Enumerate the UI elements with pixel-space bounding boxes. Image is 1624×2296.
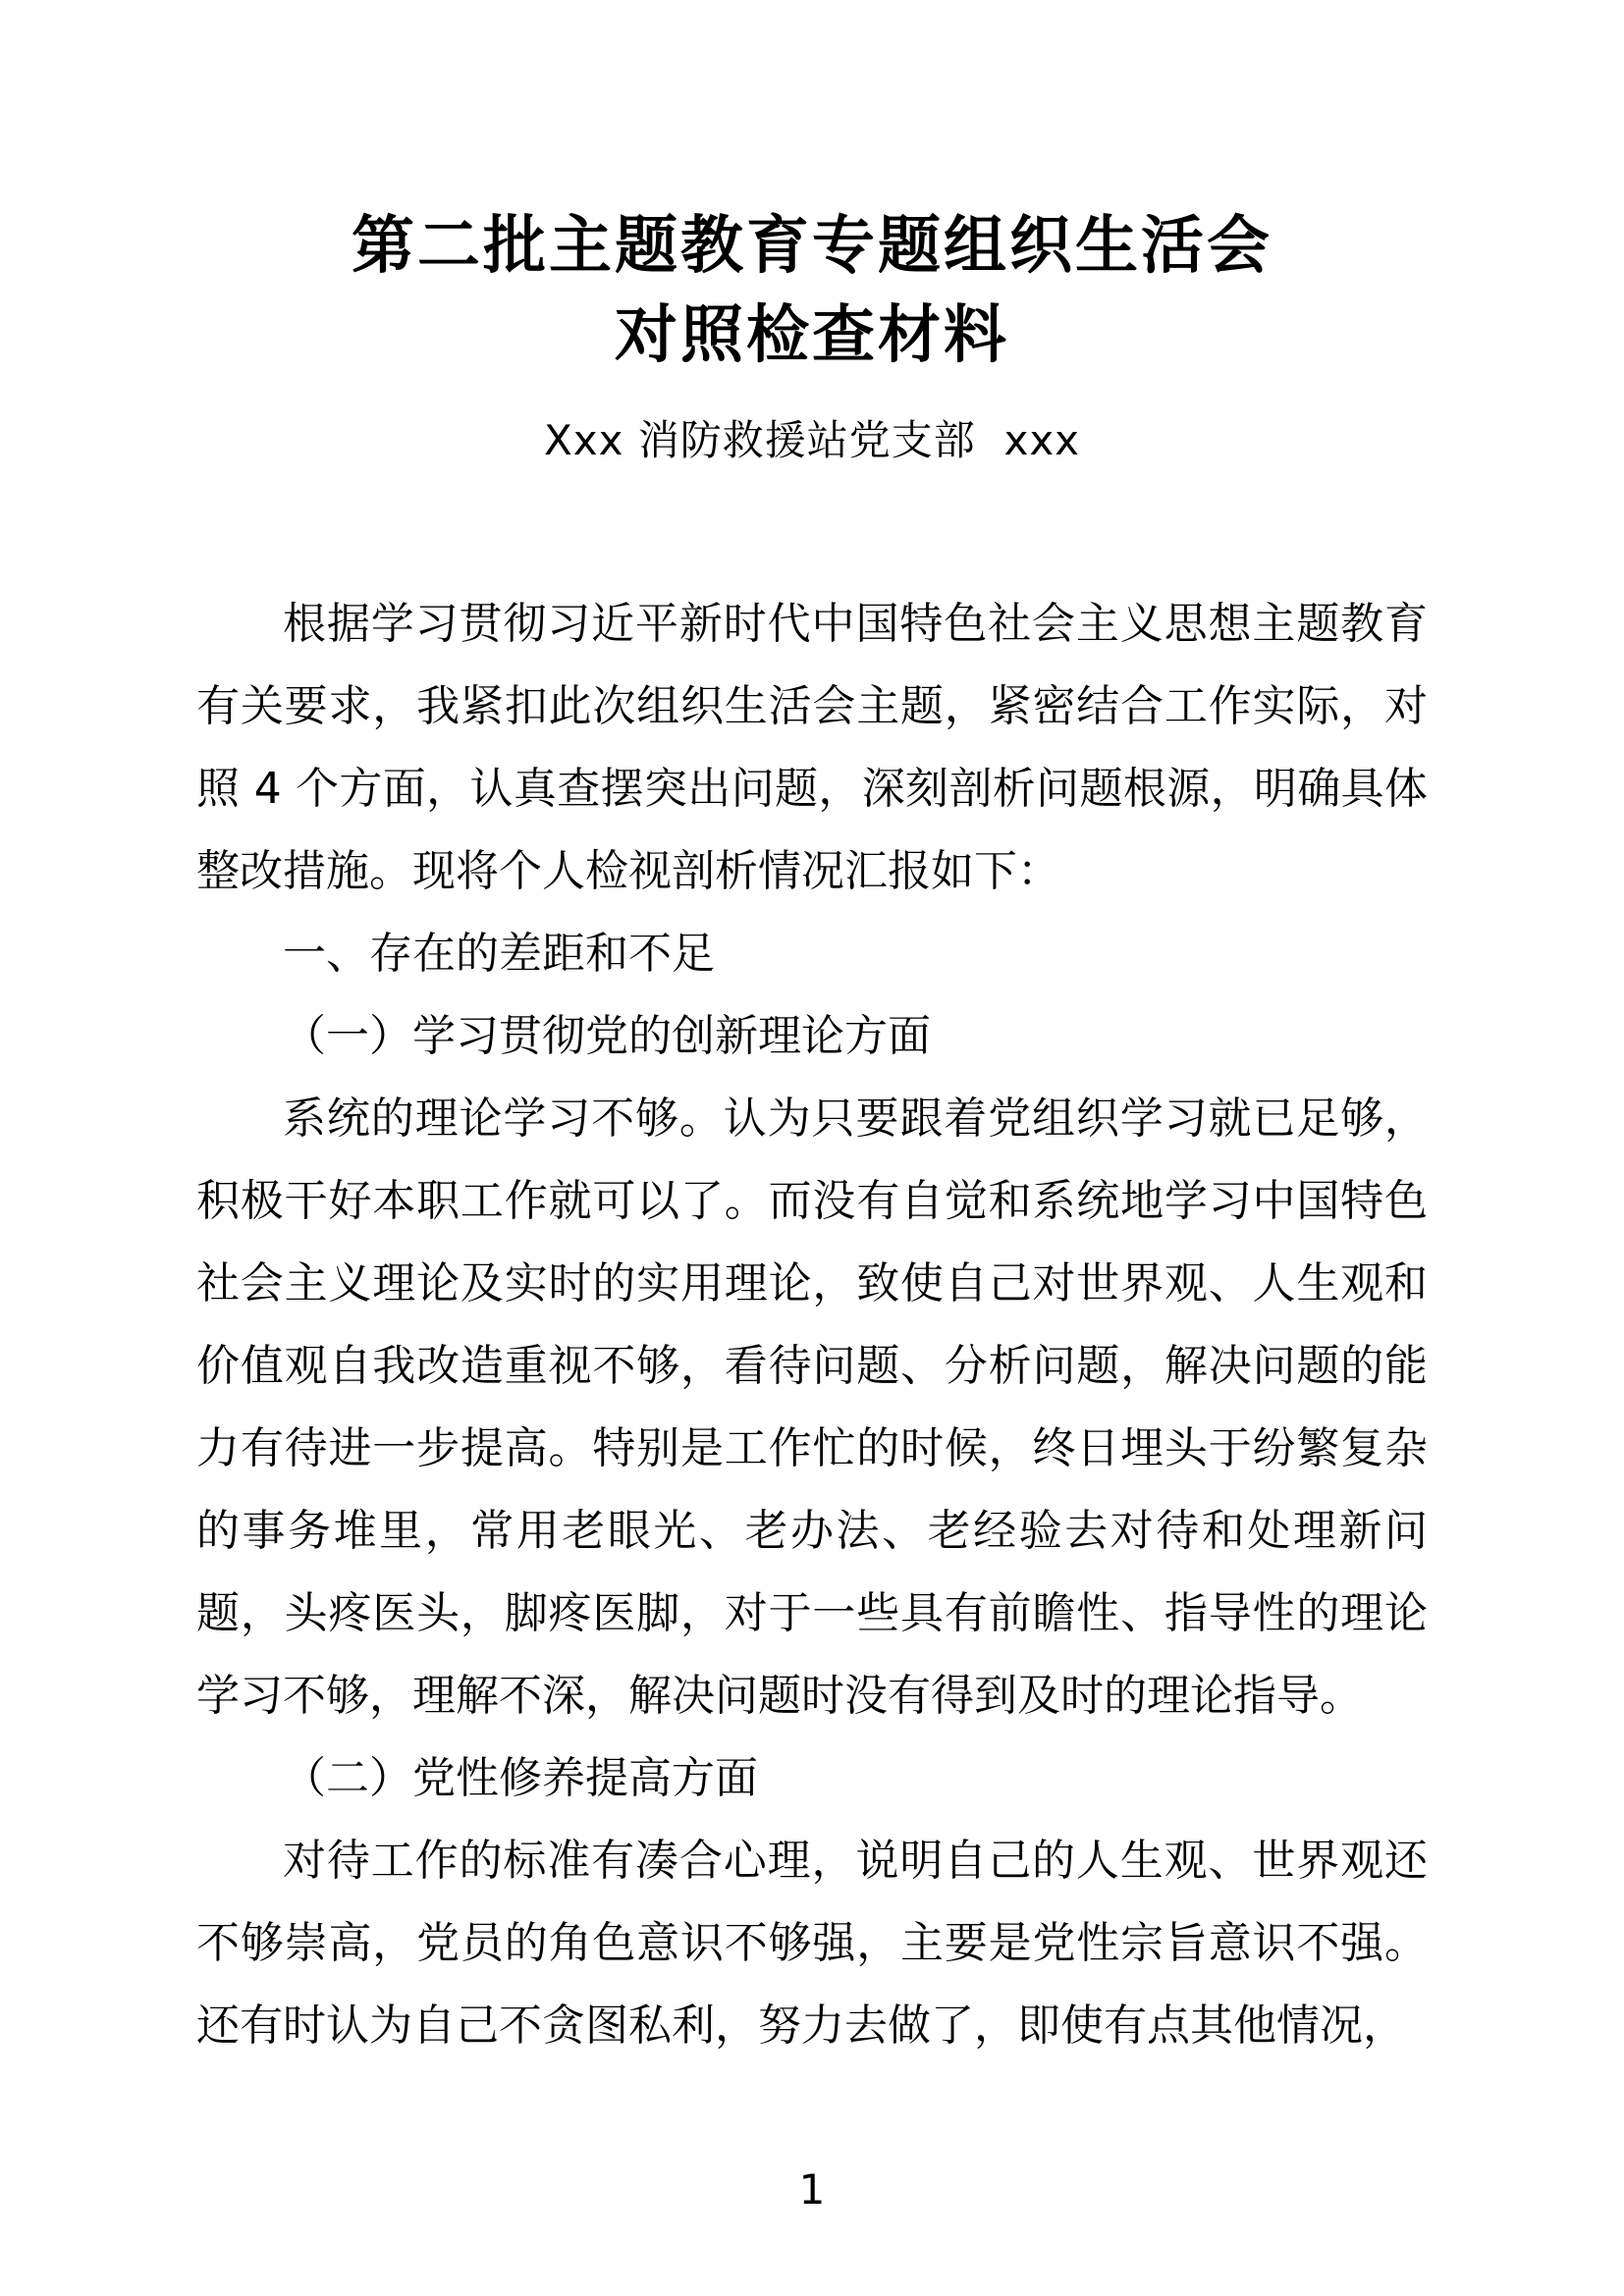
document-subtitle: Xxx 消防救援站党支部 xxx [543, 415, 1081, 464]
section-heading-shortcomings: 一、存在的差距和不足 [283, 928, 715, 979]
subsection-heading-theory-study: （一）学习贯彻党的创新理论方面 [283, 1010, 931, 1061]
paragraph-party-spirit: 对待工作的标准有凑合心理，说明自己的人生观、世界观还不够崇高，党员的角色意识不够强，主要是党性宗旨意识不强。还有时认为自己不贪图私利，努力去做了，即使有点其他情况， [196, 1835, 1428, 2051]
subsection-heading-party-spirit: （二）党性修养提高方面 [283, 1752, 758, 1803]
document-body [196, 583, 1428, 2067]
paragraph-intro: 根据学习贯彻习近平新时代中国特色社会主义思想主题教育有关要求，我紧扣此次组织生活会主题，紧密结合工作实际，对照 4 个方面，认真查摆突出问题，深刻剖析问题根源，明确具体整改措施。现将个人检视剖析情况汇报如下： [196, 598, 1428, 896]
paragraph-theory-study: 系统的理论学习不够。认为只要跟着党组织学习就已足够，积极干好本职工作就可以了。而没有自觉和系统地学习中国特色社会主义理论及实时的实用理论，致使自己对世界观、人生观和价值观自我改造重视不够，看待问题、分析问题，解决问题的能力有待进一步提高。特别是工作忙的时候，终日埋头于纷繁复杂的事务堆里，常用老眼光、老办法、老经验去对待和处理新问题，头疼医头，脚疼医脚，对于一些具有前瞻性、指导性的理论学习不够，理解不深，解决问题时没有得到及时的理论指导。 [196, 1093, 1428, 1721]
document-title-line2: 对照检查材料 [615, 298, 1009, 372]
document-title-line1: 第二批主题教育专题组织生活会 [352, 210, 1272, 283]
document-title [196, 202, 1428, 381]
page-number: 1 [798, 2165, 826, 2214]
